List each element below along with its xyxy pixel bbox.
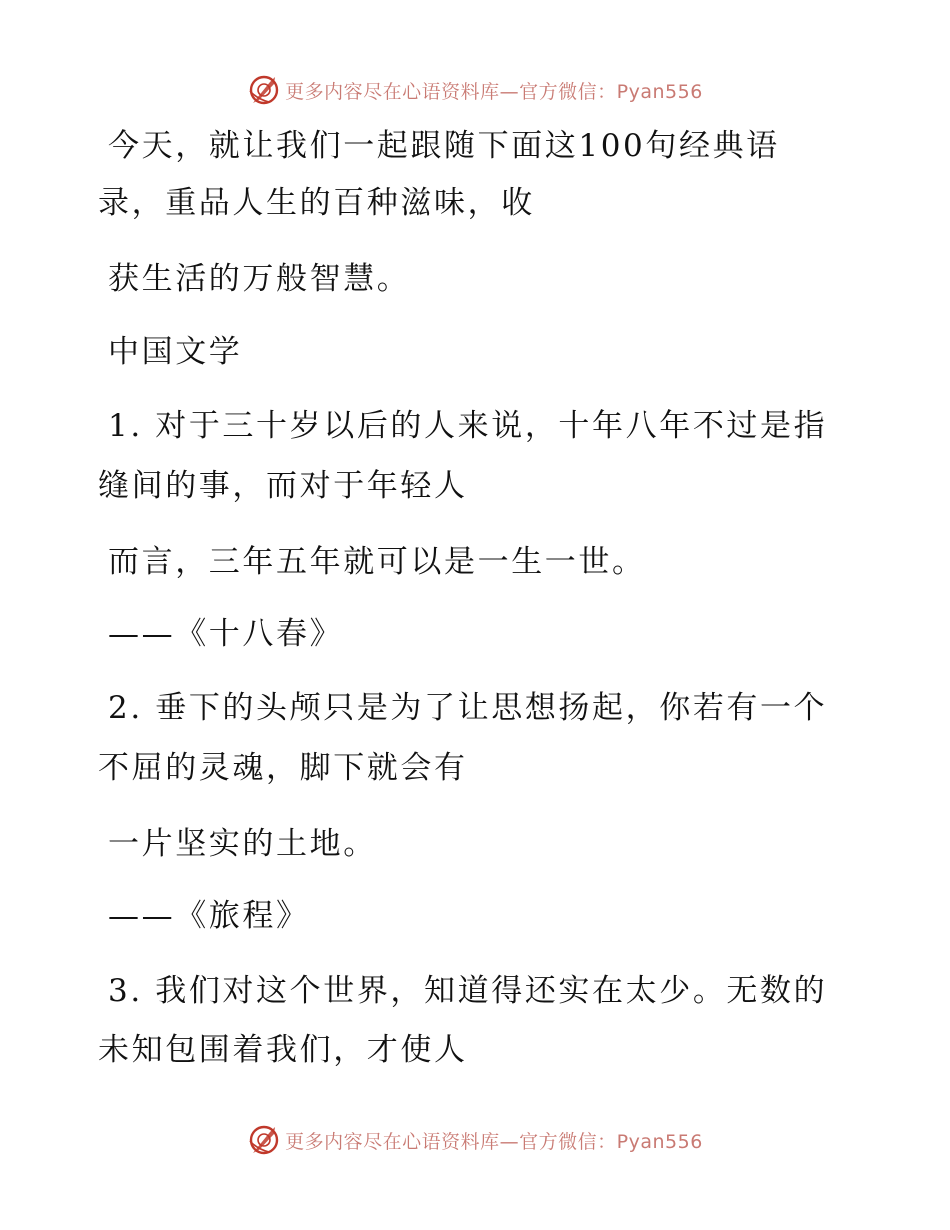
text-line: 录，重品人生的百种滋味，收 — [98, 185, 535, 221]
footer-watermark-banner — [0, 1120, 950, 1160]
header-watermark-banner — [0, 70, 950, 110]
text-line: 缝间的事，而对于年轻人 — [98, 468, 468, 504]
text-line: 一片坚实的土地。 — [108, 826, 377, 862]
text-line: 而言，三年五年就可以是一生一世。 — [108, 544, 646, 580]
header-watermark-text: 更多内容尽在心语资料库—官方微信：Pyan556 — [285, 80, 703, 103]
text-line: 获生活的万般智慧。 — [108, 261, 411, 297]
text-line: 1. 对于三十岁以后的人来说，十年八年不过是指 — [108, 408, 828, 444]
text-line: 2. 垂下的头颅只是为了让思想扬起，你若有一个 — [108, 690, 828, 726]
section-heading: 中国文学 — [108, 334, 243, 370]
footer-watermark-text: 更多内容尽在心语资料库—官方微信：Pyan556 — [285, 1130, 703, 1153]
text-line: 不屈的灵魂，脚下就会有 — [98, 750, 468, 786]
quill-logo-icon — [247, 73, 281, 107]
quill-logo-icon — [247, 1123, 281, 1157]
text-line: 今天，就让我们一起跟随下面这100句经典语 — [108, 128, 780, 164]
quote-source: ——《旅程》 — [108, 898, 310, 934]
quote-source: ——《十八春》 — [108, 616, 344, 652]
text-line: 未知包围着我们，才使人 — [98, 1032, 468, 1068]
text-line: 3. 我们对这个世界，知道得还实在太少。无数的 — [108, 973, 828, 1009]
